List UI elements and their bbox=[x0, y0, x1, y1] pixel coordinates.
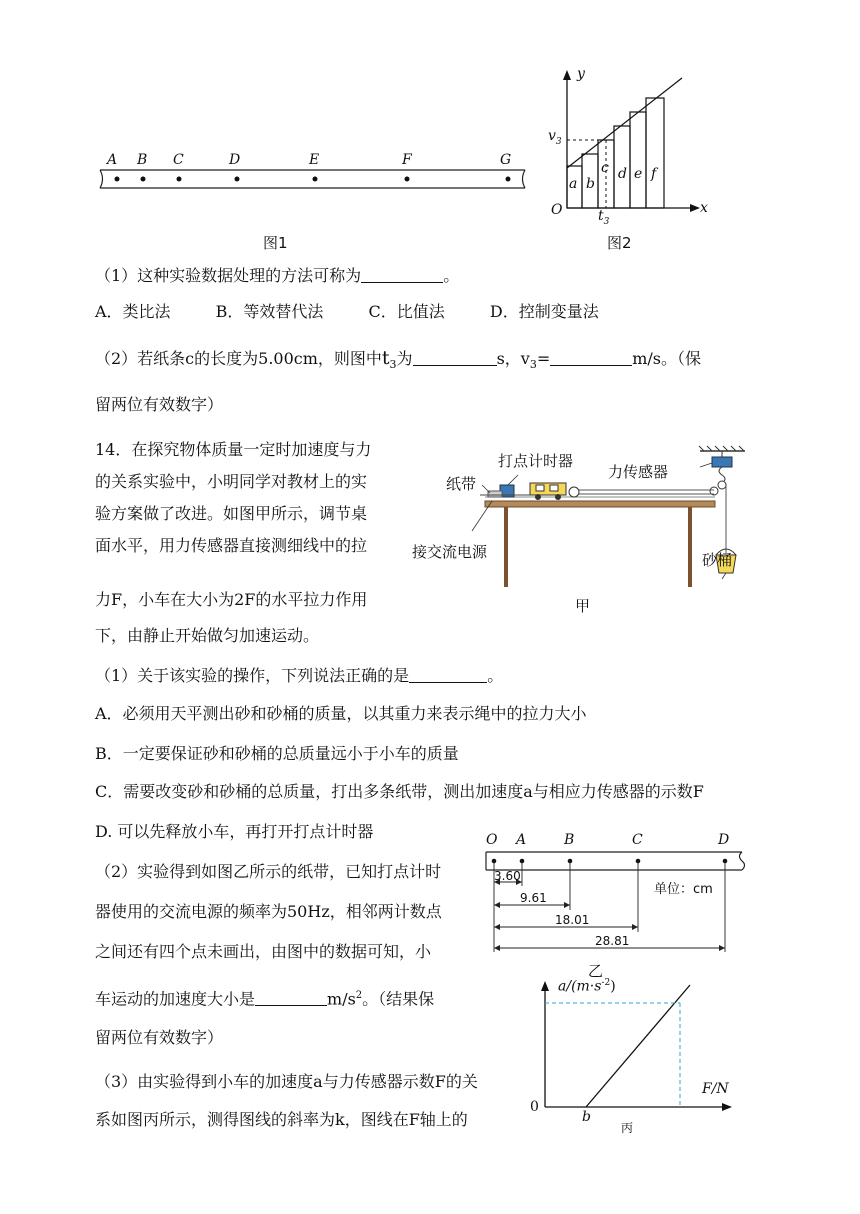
tape-label: 纸带 bbox=[446, 475, 477, 493]
figure-yi bbox=[480, 832, 760, 980]
strip-label: e bbox=[634, 166, 643, 182]
q13-part2: （2）若纸条c的长度为5.00cm，则图中$t_3$为 s，$v_3= m/s$。（保 bbox=[95, 347, 702, 372]
figure-1-caption: 图1 bbox=[263, 234, 288, 252]
sensor-label: 力传感器 bbox=[608, 463, 669, 481]
strip-label: d bbox=[618, 166, 627, 182]
q14-intro-line: 的关系实验中，小明同学对教材上的实 bbox=[95, 472, 368, 491]
q14-option-a: A．必须用天平测出砂和砂桶的质量，以其重力来表示绳中的拉力大小 bbox=[95, 704, 587, 723]
q14-part3-line: （3）由实验得到小车的加速度a与力传感器示数F的关 bbox=[95, 1072, 478, 1091]
intercept-label: b bbox=[582, 1109, 591, 1125]
tape-point-label: F bbox=[402, 152, 412, 168]
figure-1 bbox=[95, 150, 530, 250]
measure-oc: 18.01 bbox=[555, 913, 590, 927]
figure-2-caption: 图2 bbox=[607, 234, 632, 252]
measure-ob: 9.61 bbox=[520, 891, 547, 905]
q13-options bbox=[95, 302, 599, 322]
power-label: 接交流电源 bbox=[412, 543, 488, 561]
q14-intro-line: 下，由静止开始做匀加速运动。 bbox=[95, 626, 320, 645]
t3-label: $t_3$ bbox=[598, 208, 610, 227]
figure-jia bbox=[410, 445, 780, 620]
unit-label: 单位：cm bbox=[654, 882, 713, 897]
figure-yi-caption: 乙 bbox=[588, 962, 604, 980]
x-axis-label: x bbox=[700, 200, 708, 216]
tape-point-label: G bbox=[500, 152, 512, 168]
tape-point-label: D bbox=[229, 152, 241, 168]
x-axis-label: F/N bbox=[702, 1081, 729, 1097]
q13-part2-line2: 留两位有效数字） bbox=[95, 395, 224, 414]
q14-intro-line: 验方案做了改进。如图甲所示，调节桌 bbox=[95, 504, 368, 523]
tape-point-label: C bbox=[173, 152, 184, 168]
v3-label: $v_3$ bbox=[548, 128, 562, 147]
q14-part1: （1）关于该实验的操作，下列说法正确的是 。 bbox=[95, 666, 504, 685]
tape-point-label: C bbox=[632, 832, 643, 848]
strip-label: b bbox=[586, 176, 595, 192]
option-c: C．比值法 bbox=[368, 302, 445, 321]
q13-part1: （1）这种实验数据处理的方法可称为 。 bbox=[95, 266, 460, 285]
figure-jia-caption: 甲 bbox=[575, 597, 591, 615]
tape-point-label: O bbox=[486, 832, 498, 848]
option-b: B．等效替代法 bbox=[215, 302, 324, 321]
timer-label: 打点计时器 bbox=[498, 452, 574, 470]
q14-part2-line: （2）实验得到如图乙所示的纸带，已知打点计时 bbox=[95, 862, 442, 881]
figure-bing-caption: 丙 bbox=[621, 1121, 634, 1135]
strip-label: c bbox=[601, 160, 609, 176]
q14-option-d: D. 可以先释放小车，再打开打点计时器 bbox=[95, 822, 374, 841]
q14-intro-line: 14．在探究物体质量一定时加速度与力 bbox=[95, 440, 372, 459]
figure-bing bbox=[528, 975, 738, 1135]
q14-intro-line: 面水平，用力传感器直接测细线中的拉 bbox=[95, 536, 368, 555]
tape-point-label: A bbox=[516, 832, 527, 848]
option-a: A．类比法 bbox=[95, 302, 171, 321]
tape-point-label: E bbox=[309, 152, 320, 168]
tape-point-label: B bbox=[564, 832, 575, 848]
bucket-label: 砂桶 bbox=[702, 551, 733, 569]
measure-oa: 3.60 bbox=[494, 869, 521, 883]
origin-label: 0 bbox=[530, 1099, 539, 1115]
origin-label: O bbox=[551, 202, 563, 218]
q14-option-b: B．一定要保证砂和砂桶的总质量远小于小车的质量 bbox=[95, 744, 459, 763]
q14-option-c: C．需要改变砂和砂桶的总质量，打出多条纸带，测出加速度a与相应力传感器的示数F bbox=[95, 782, 704, 801]
strip-label: f bbox=[651, 166, 657, 182]
q14-intro-line: 力F，小车在大小为2F的水平拉力作用 bbox=[95, 590, 368, 609]
q14-part2-line: 留两位有效数字） bbox=[95, 1028, 224, 1047]
tape-point-label: D bbox=[718, 832, 730, 848]
q14-part2-line: 车运动的加速度大小是 $m/s^2$。（结果保 bbox=[95, 989, 435, 1009]
strip-label: a bbox=[569, 176, 578, 192]
q14-part2-line: 之间还有四个点未画出，由图中的数据可知，小 bbox=[95, 942, 432, 961]
y-axis-label: $a/(m\cdot s^{-2})$ bbox=[558, 978, 616, 995]
q14-part2-line: 器使用的交流电源的频率为50Hz，相邻两计数点 bbox=[95, 902, 442, 921]
tape-point-label: A bbox=[107, 152, 118, 168]
q14-part3-line: 系如图丙所示，测得图线的斜率为k，图线在F轴上的 bbox=[95, 1110, 468, 1129]
velocity-strips-graph bbox=[540, 68, 720, 228]
apparatus-diagram bbox=[410, 445, 780, 620]
option-d: D．控制变量法 bbox=[489, 302, 599, 321]
y-axis-label: y bbox=[577, 66, 585, 82]
measure-od: 28.81 bbox=[595, 934, 630, 948]
tape-point-label: B bbox=[137, 152, 148, 168]
figure-2 bbox=[540, 68, 720, 228]
